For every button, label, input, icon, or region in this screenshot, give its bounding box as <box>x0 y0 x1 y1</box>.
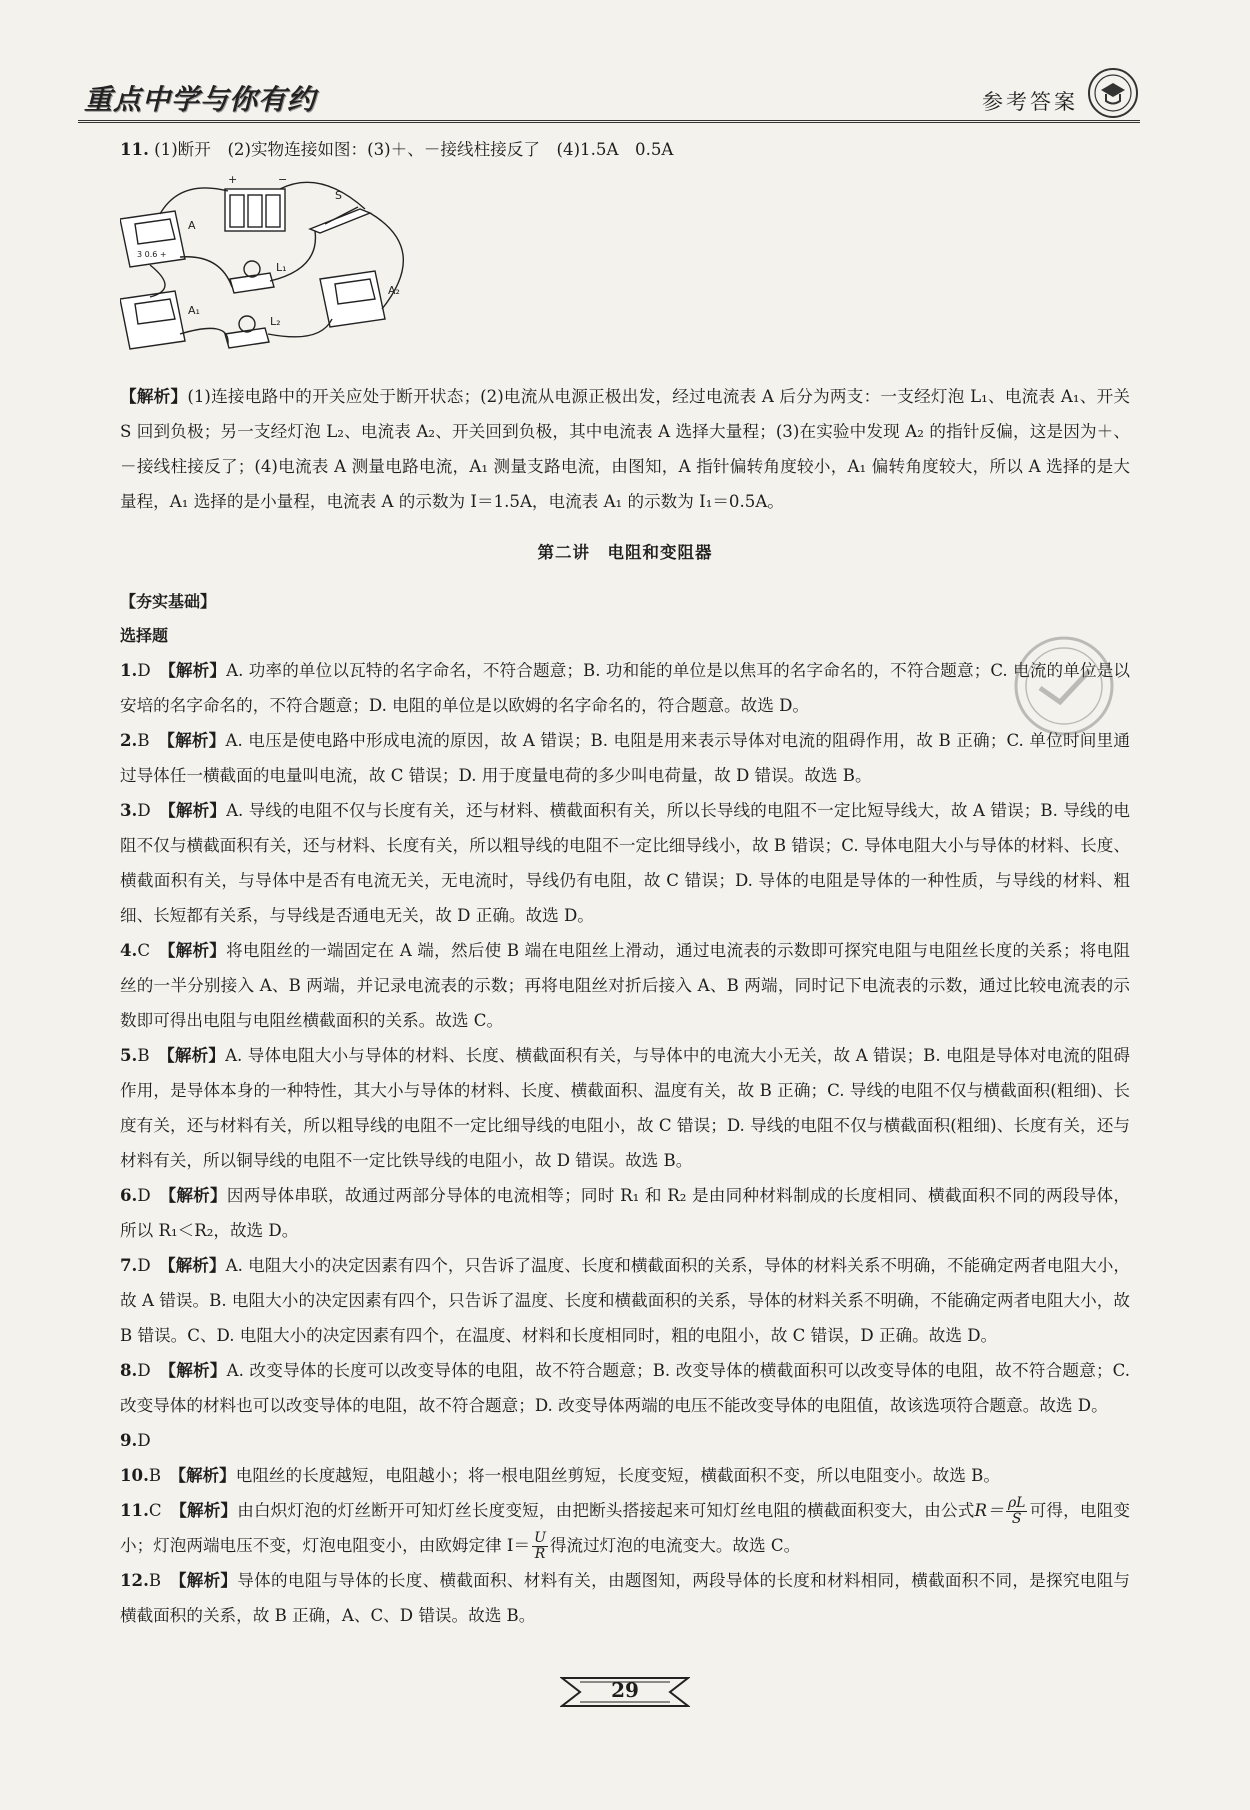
question-item <box>120 1423 1130 1458</box>
switch-label: S <box>335 189 342 202</box>
analysis-tag: 【解析】 <box>178 1500 238 1520</box>
question-number: 8. <box>120 1360 138 1380</box>
answer-choice: D <box>137 1431 151 1450</box>
analysis-tag: 【解析】 <box>167 1360 227 1380</box>
question-number: 11. <box>120 1500 149 1520</box>
analysis-tag: 【解析】 <box>167 1185 227 1205</box>
question-number: 4. <box>120 940 138 960</box>
circuit-diagram <box>120 169 450 369</box>
question-number: 12. <box>120 1570 149 1590</box>
question-number: 10. <box>120 1465 149 1485</box>
watermark-stamp-icon <box>1010 632 1118 740</box>
school-logo-icon <box>1086 66 1140 120</box>
brand-title: 重点中学与你有约 <box>84 83 317 116</box>
meter-a-label: A <box>188 219 196 232</box>
question-type-label: 选择题 <box>120 626 169 645</box>
lamp-l1-label: L₁ <box>276 261 287 274</box>
answer-choice: B <box>137 731 150 750</box>
analysis-text: A. 导线的电阻不仅与长度有关，还与材料、横截面积有关，所以长导线的电阻不一定比短导线大，故 A 错误；B. 导线的电阻不仅与横截面积有关，还与材料、长度有关，所以粗导线的电阻不一定比细导线小，故 B 错误；C. 导体电阻大小与导体的材料、长度、横截面积有关，与导体中是否有电流无关，无电流时，导线仍有电阻，故 C 错误；D. 导体的电阻是导体的一种性质，与导线的材料、粗细、长短都有关系，与导线是否通电无关，故 D 正确。故选 D。 <box>120 801 1131 925</box>
answer-choice: B <box>137 1046 150 1065</box>
analysis-text: 得流过灯泡的电流变大。故选 C。 <box>549 1536 801 1555</box>
answer-text: (1)断开 (2)实物连接如图：(3)＋、－接线柱接反了 (4)1.5A 0.5A <box>154 140 674 159</box>
analysis-text: A. 电阻大小的决定因素有四个，只告诉了温度、长度和横截面积的关系，导体的材料关系不明确，不能确定两者电阻大小，故 A 错误。B. 电阻大小的决定因素有四个，只告诉了温度、长度和横截面积的关系，导体的材料关系不明确，不能确定两者电阻大小，故 B 错误。C、D. 电阻大小的决定因素有四个，在温度、材料和长度相同时，粗的电阻小，故 C 错误，D 正确。故选 D。 <box>120 1256 1131 1345</box>
formula-r: R＝ <box>974 1501 1004 1520</box>
sub-heading: 【夯实基础】 <box>120 592 217 611</box>
analysis-tag: 【解析】 <box>167 800 227 820</box>
answer-choice: D <box>137 661 151 680</box>
analysis-tag: 【解析】 <box>178 1570 238 1590</box>
analysis-text: (1)连接电路中的开关应处于断开状态；(2)电流从电源正极出发，经过电流表 A 后分为两支：一支经灯泡 L₁、电流表 A₁、开关 S 回到负极；另一支经灯泡 L₂、电流表 A₂、开关回到负极，其中电流表 A 选择大量程；(3)在实验中发现 A₂ 的指针反偏，这是因为＋、－接线柱接反了；(4)电流表 A 测量电路电流，A₁ 测量支路电流，由图知，A 指针偏转角度较小，A₁ 偏转角度较大，所以 A 选择的是大量程，A₁ 选择的是小量程，电流表 A 的示数为 I＝1.5A，电流表 A₁ 的示数为 I₁＝0.5A。 <box>120 387 1131 511</box>
question-item <box>120 653 1130 723</box>
analysis-text: 电阻丝的长度越短，电阻越小；将一根电阻丝剪短，长度变短，横截面积不变，所以电阻变小。故选 B。 <box>235 1466 1000 1485</box>
analysis-tag: 【解析】 <box>167 660 227 680</box>
question-item <box>120 933 1130 1038</box>
question-item <box>120 1353 1130 1423</box>
question-number: 2. <box>120 730 138 750</box>
question-number: 1. <box>120 660 138 680</box>
analysis-text: A. 改变导体的长度可以改变导体的电阻，故不符合题意；B. 改变导体的横截面积可以改变导体的电阻，故不符合题意；C. 改变导体的材料也可以改变导体的电阻，故不符合题意；D. 改变导体两端的电压不能改变导体的电阻值，故该选项符合题意。故选 D。 <box>120 1361 1131 1415</box>
meter-a1-label: A₁ <box>188 304 200 317</box>
analysis-tag: 【解析】 <box>166 730 226 750</box>
question-item <box>120 1458 1130 1493</box>
analysis-tag: 【解析】 <box>120 386 188 406</box>
question-number: 5. <box>120 1045 138 1065</box>
meter-a2-label: A₂ <box>388 284 400 297</box>
question-item <box>120 1493 1130 1563</box>
question-item <box>120 793 1130 933</box>
answer-choice: B <box>148 1571 162 1590</box>
answer-choice: D <box>137 1361 151 1380</box>
analysis-text: 因两导体串联，故通过两部分导体的电流相等；同时 R₁ 和 R₂ 是由同种材料制成的长度相同、横截面积不同的两段导体，所以 R₁＜R₂，故选 D。 <box>120 1186 1131 1240</box>
answer-choice: D <box>137 1186 151 1205</box>
answer-choice: D <box>137 801 151 820</box>
lamp-l2-label: L₂ <box>270 315 281 328</box>
page-number: 29 <box>611 1678 639 1702</box>
answer-label: 参考答案 <box>982 90 1078 114</box>
question-number: 3. <box>120 800 138 820</box>
question-11-answer <box>120 132 1130 167</box>
fraction-denominator: R <box>534 1546 546 1562</box>
battery-plus-label: + <box>228 173 238 186</box>
analysis-tag: 【解析】 <box>177 1465 236 1485</box>
analysis-text: 将电阻丝的一端固定在 A 端，然后使 B 端在电阻丝上滑动，通过电流表的示数即可探究电阻与电阻丝长度的关系；将电阻丝的一半分别接入 A、B 两端，并记录电流表的示数；再将电阻丝对折后接入 A、B 两端，同时记下电流表的示数，通过比较电流表的示数即可得出电阻与电阻丝横截面积的关系。故选 C。 <box>120 941 1131 1030</box>
question-number: 6. <box>120 1185 138 1205</box>
answer-choice: C <box>137 941 151 960</box>
analysis-tag: 【解析】 <box>167 1255 226 1275</box>
question-item <box>120 1178 1130 1248</box>
fraction-numerator: U <box>534 1530 546 1546</box>
fraction-denominator: S <box>1011 1511 1022 1527</box>
analysis-text: 可得，电阻变小；灯泡两端电压不变，灯泡电阻变小，由欧姆定律 I＝ <box>120 1501 1131 1555</box>
question-11-analysis <box>120 379 1130 519</box>
answer-choice: D <box>137 1256 151 1275</box>
question-item <box>120 1248 1130 1353</box>
meter-terminals-label: 3 0.6 + <box>137 250 167 259</box>
analysis-text: 导体的电阻与导体的长度、横截面积、材料有关，由题图知，两段导体的长度和材料相同，横截面积不同，是探究电阻与横截面积的关系，故 B 正确，A、C、D 错误。故选 B。 <box>120 1571 1131 1625</box>
fraction-numerator: ρL <box>1007 1495 1026 1511</box>
content-area <box>120 132 1130 1633</box>
question-number: 7. <box>120 1255 138 1275</box>
page-header <box>78 72 1140 123</box>
formula-fraction <box>532 1531 548 1562</box>
question-item <box>120 723 1130 793</box>
question-number: 11. <box>120 139 149 159</box>
analysis-text: A. 功率的单位以瓦特的名字命名，不符合题意；B. 功和能的单位是以焦耳的名字命名的，不符合题意；C. 电流的单位是以安培的名字命名的，不符合题意；D. 电阻的单位是以欧姆的名字命名的，符合题意。故选 D。 <box>120 661 1131 715</box>
section-title: 第二讲 电阻和变阻器 <box>537 543 713 562</box>
battery-minus-label: − <box>278 173 288 186</box>
answer-choice: B <box>148 1466 162 1485</box>
analysis-text: A. 电压是使电路中形成电流的原因，故 A 错误；B. 电阻是用来表示导体对电流的阻碍作用，故 B 正确；C. 单位时间里通过导体任一横截面的电量叫电流，故 C 错误；D. 用于度量电荷的多少叫电荷量，故 D 错误。故选 B。 <box>120 731 1130 785</box>
question-item <box>120 1563 1130 1633</box>
analysis-text: 由白炽灯泡的灯丝断开可知灯丝长度变短，由把断头搭接起来可知灯丝电阻的横截面积变大，由公式 <box>237 1501 975 1520</box>
question-number: 9. <box>120 1430 138 1450</box>
question-item <box>120 1038 1130 1178</box>
formula-fraction <box>1006 1496 1028 1527</box>
page-number-box <box>560 1672 690 1712</box>
analysis-tag: 【解析】 <box>167 940 227 960</box>
analysis-tag: 【解析】 <box>166 1045 226 1065</box>
answer-choice: C <box>148 1501 162 1520</box>
analysis-text: A. 导体电阻大小与导体的材料、长度、横截面积有关，与导体中的电流大小无关，故 A 错误；B. 电阻是导体对电流的阻碍作用，是导体本身的一种特性，其大小与导体的材料、长度、横截面积、温度有关，故 B 正确；C. 导线的电阻不仅与横截面积(粗细)、长度有关，还与材料有关，所以粗导线的电阻不一定比细导线的电阻小，故 C 错误；D. 导线的电阻不仅与横截面积(粗细)、长度有关，还与材料有关，所以铜导线的电阻不一定比铁导线的电阻小，故 D 错误。故选 B。 <box>120 1046 1131 1170</box>
